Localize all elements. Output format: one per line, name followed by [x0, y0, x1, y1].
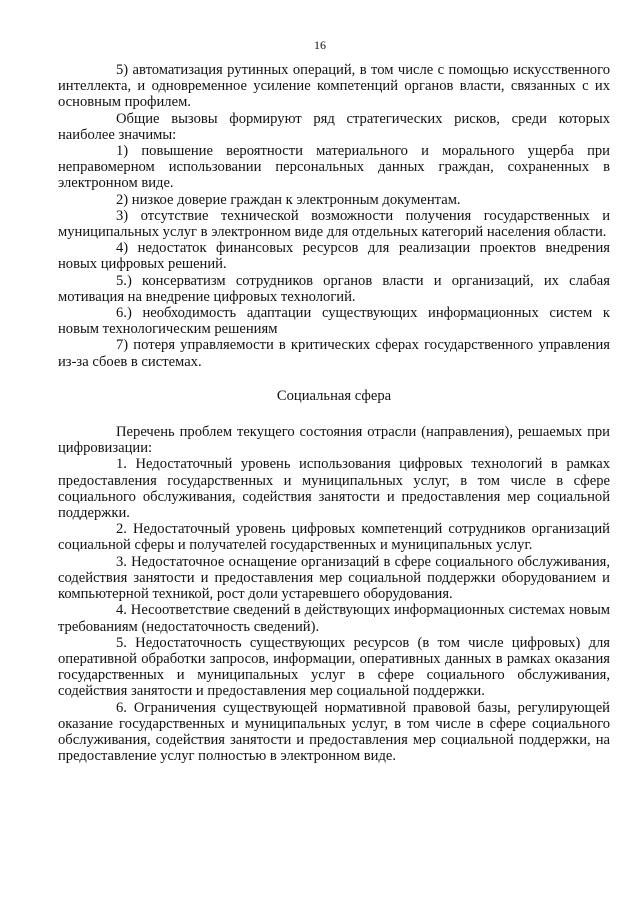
- section-heading: Социальная сфера: [276, 387, 392, 404]
- paragraph: 5.) консерватизм сотрудников органов власти и организаций, их слабая мотивация на внедрение цифровых технологий.: [58, 272, 610, 305]
- paragraph: 3) отсутствие технической возможности получения государственных и муниципальных услуг в электронном виде для отдельных категорий населения области.: [58, 207, 610, 241]
- paragraph: 5) автоматизация рутинных операций, в том числе с помощью искусственного интеллекта, и одновременное усиление компетенций органов власти, связанных с их основным профилем.: [58, 62, 610, 111]
- paragraph: 2) низкое доверие граждан к электронным документам.: [116, 191, 461, 208]
- paragraph: 2. Недостаточный уровень цифровых компетенций сотрудников организаций социальной сферы и получателей государственных и муниципальных услуг.: [58, 521, 610, 554]
- paragraph: 1) повышение вероятности материального и морального ущерба при неправомерном использовании персональных данных граждан, сохраненных в электронном виде.: [58, 143, 610, 192]
- paragraph: Общие вызовы формируют ряд стратегических рисков, среди которых наиболее значимы:: [58, 110, 610, 143]
- paragraph: 4. Несоответствие сведений в действующих информационных системах новым требованиям (недостаточность сведений).: [58, 602, 610, 635]
- paragraph: 6.) необходимость адаптации существующих информационных систем к новым технологическим решениям: [58, 305, 610, 338]
- paragraph: 5. Недостаточность существующих ресурсов (в том числе цифровых) для оперативной обработки запросов, информации, оперативных данных в рамках оказания государственных и муниципальных услуг в сфере социального обслуживания, содействия занятости и предоставления мер социальной поддержки.: [58, 634, 610, 700]
- paragraph: 7) потеря управляемости в критических сферах государственного управления из-за сбоев в системах.: [58, 337, 610, 370]
- document-body: [58, 62, 610, 764]
- page-number: 16: [314, 38, 326, 52]
- paragraph: Перечень проблем текущего состояния отрасли (направления), решаемых при цифровизации:: [58, 424, 610, 457]
- paragraph: 1. Недостаточный уровень использования цифровых технологий в рамках предоставления государственных и муниципальных услуг, в том числе в сфере социального обслуживания, содействия занятости и предоставления мер социальной поддержки.: [58, 456, 610, 522]
- paragraph: 4) недостаток финансовых ресурсов для реализации проектов внедрения новых цифровых решений.: [58, 240, 610, 273]
- paragraph: 3. Недостаточное оснащение организаций в сфере социального обслуживания, содействия занятости и предоставления мер социальной поддержки оборудованием и компьютерной техникой, рост доли устаревшего оборудования.: [58, 553, 610, 603]
- paragraph: 6. Ограничения существующей нормативной правовой базы, регулирующей оказание государственных и муниципальных услуг, в том числе в сфере социального обслуживания, содействия занятости и предоставления мер социальной поддержки, на предоставление услуг полностью в электронном виде.: [58, 699, 610, 765]
